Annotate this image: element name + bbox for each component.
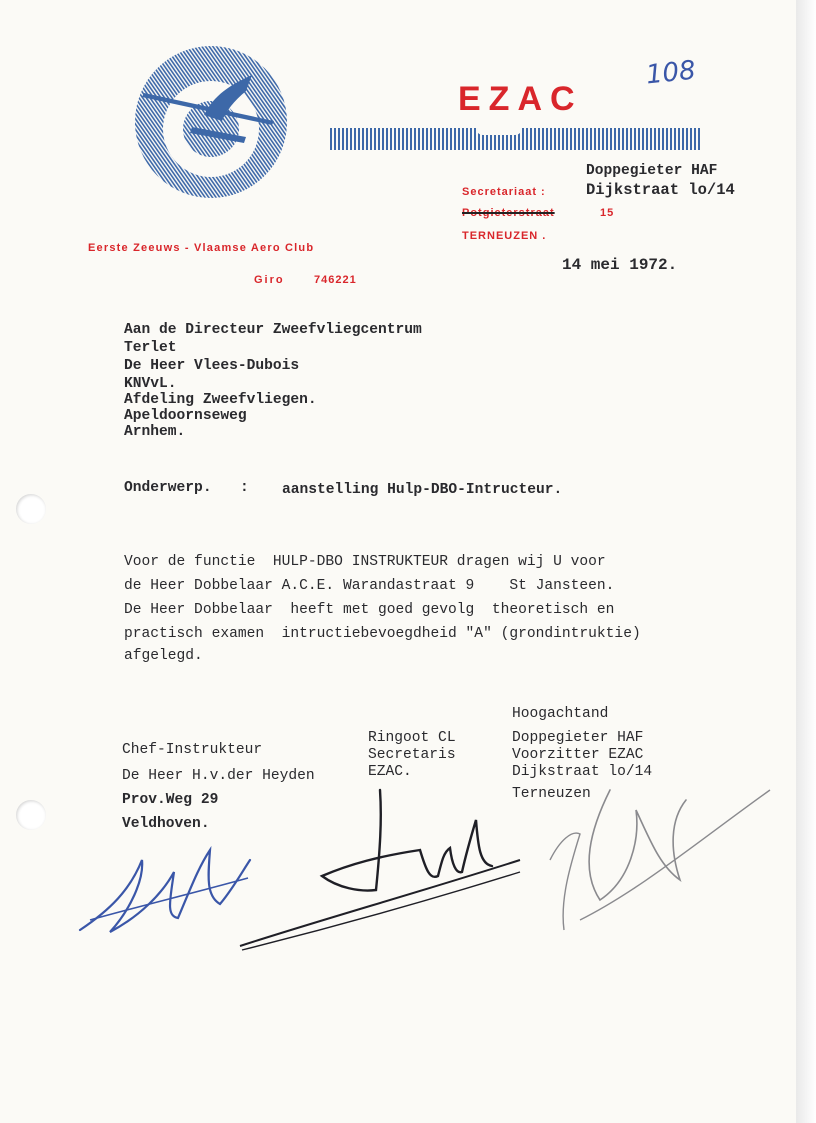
city-label: TERNEUZEN . bbox=[462, 230, 547, 242]
subject-text: aanstelling Hulp-DBO-Intructeur. bbox=[282, 482, 563, 498]
brand-name: EZAC bbox=[458, 80, 583, 118]
chief-instructor-city: Veldhoven. bbox=[122, 816, 210, 832]
club-logo bbox=[134, 45, 288, 199]
struck-street: Potgieterstraat bbox=[462, 207, 555, 219]
chairman-signature bbox=[520, 770, 780, 940]
chief-instructor-title: Chef-Instrukteur bbox=[122, 742, 263, 758]
struck-street-number: 15 bbox=[600, 207, 615, 219]
giro-number: 746221 bbox=[314, 274, 357, 286]
sender-address-line1: Doppegieter HAF bbox=[586, 163, 718, 179]
chairman-city: Terneuzen bbox=[512, 786, 591, 802]
body-line: practisch examen intructiebevoegdheid "A" (grondintruktie) bbox=[124, 626, 641, 642]
handwritten-reference: 108 bbox=[644, 55, 698, 91]
punch-hole-bottom bbox=[16, 800, 46, 830]
recipient-line: De Heer Vlees-Dubois bbox=[124, 358, 300, 374]
chairman-street: Dijkstraat lo/14 bbox=[512, 764, 653, 780]
body-line: de Heer Dobbelaar A.C.E. Warandastraat 9 St Jansteen. bbox=[124, 578, 615, 594]
body-line: De Heer Dobbelaar heeft met goed gevolg theoretisch en bbox=[124, 602, 615, 618]
body-line: Voor de functie HULP-DBO INSTRUKTEUR dragen wij U voor bbox=[124, 554, 606, 570]
recipient-line: Arnhem. bbox=[124, 424, 186, 440]
page-edge bbox=[796, 0, 816, 1123]
chairman-name: Doppegieter HAF bbox=[512, 730, 644, 746]
punch-hole-top bbox=[16, 494, 46, 524]
secretariat-label: Secretariaat : bbox=[462, 186, 546, 198]
secretary-title: Secretaris bbox=[368, 747, 456, 763]
subject-separator: : bbox=[240, 480, 249, 496]
letterhead-stripe-notch bbox=[476, 128, 522, 135]
recipient-line: Apeldoornseweg bbox=[124, 408, 247, 424]
chairman-title: Voorzitter EZAC bbox=[512, 747, 644, 763]
secretary-name: Ringoot CL bbox=[368, 730, 456, 746]
club-full-name: Eerste Zeeuws - Vlaamse Aero Club bbox=[88, 242, 315, 254]
body-line: afgelegd. bbox=[124, 648, 203, 664]
giro-label: Giro bbox=[254, 274, 285, 286]
secretary-club: EZAC. bbox=[368, 764, 412, 780]
recipient-line: KNVvL. bbox=[124, 376, 177, 392]
recipient-line: Aan de Directeur Zweefvliegcentrum bbox=[124, 322, 422, 338]
chief-instructor-name: De Heer H.v.der Heyden bbox=[122, 768, 315, 784]
letter-date: 14 mei 1972. bbox=[562, 256, 678, 274]
chief-instructor-street: Prov.Weg 29 bbox=[122, 792, 219, 808]
sender-address-line2: Dijkstraat lo/14 bbox=[586, 181, 735, 199]
subject-label: Onderwerp. bbox=[124, 480, 212, 496]
closing-salutation: Hoogachtand bbox=[512, 706, 609, 722]
secretary-signature bbox=[230, 780, 530, 960]
recipient-line: Terlet bbox=[124, 340, 177, 356]
recipient-line: Afdeling Zweefvliegen. bbox=[124, 392, 317, 408]
